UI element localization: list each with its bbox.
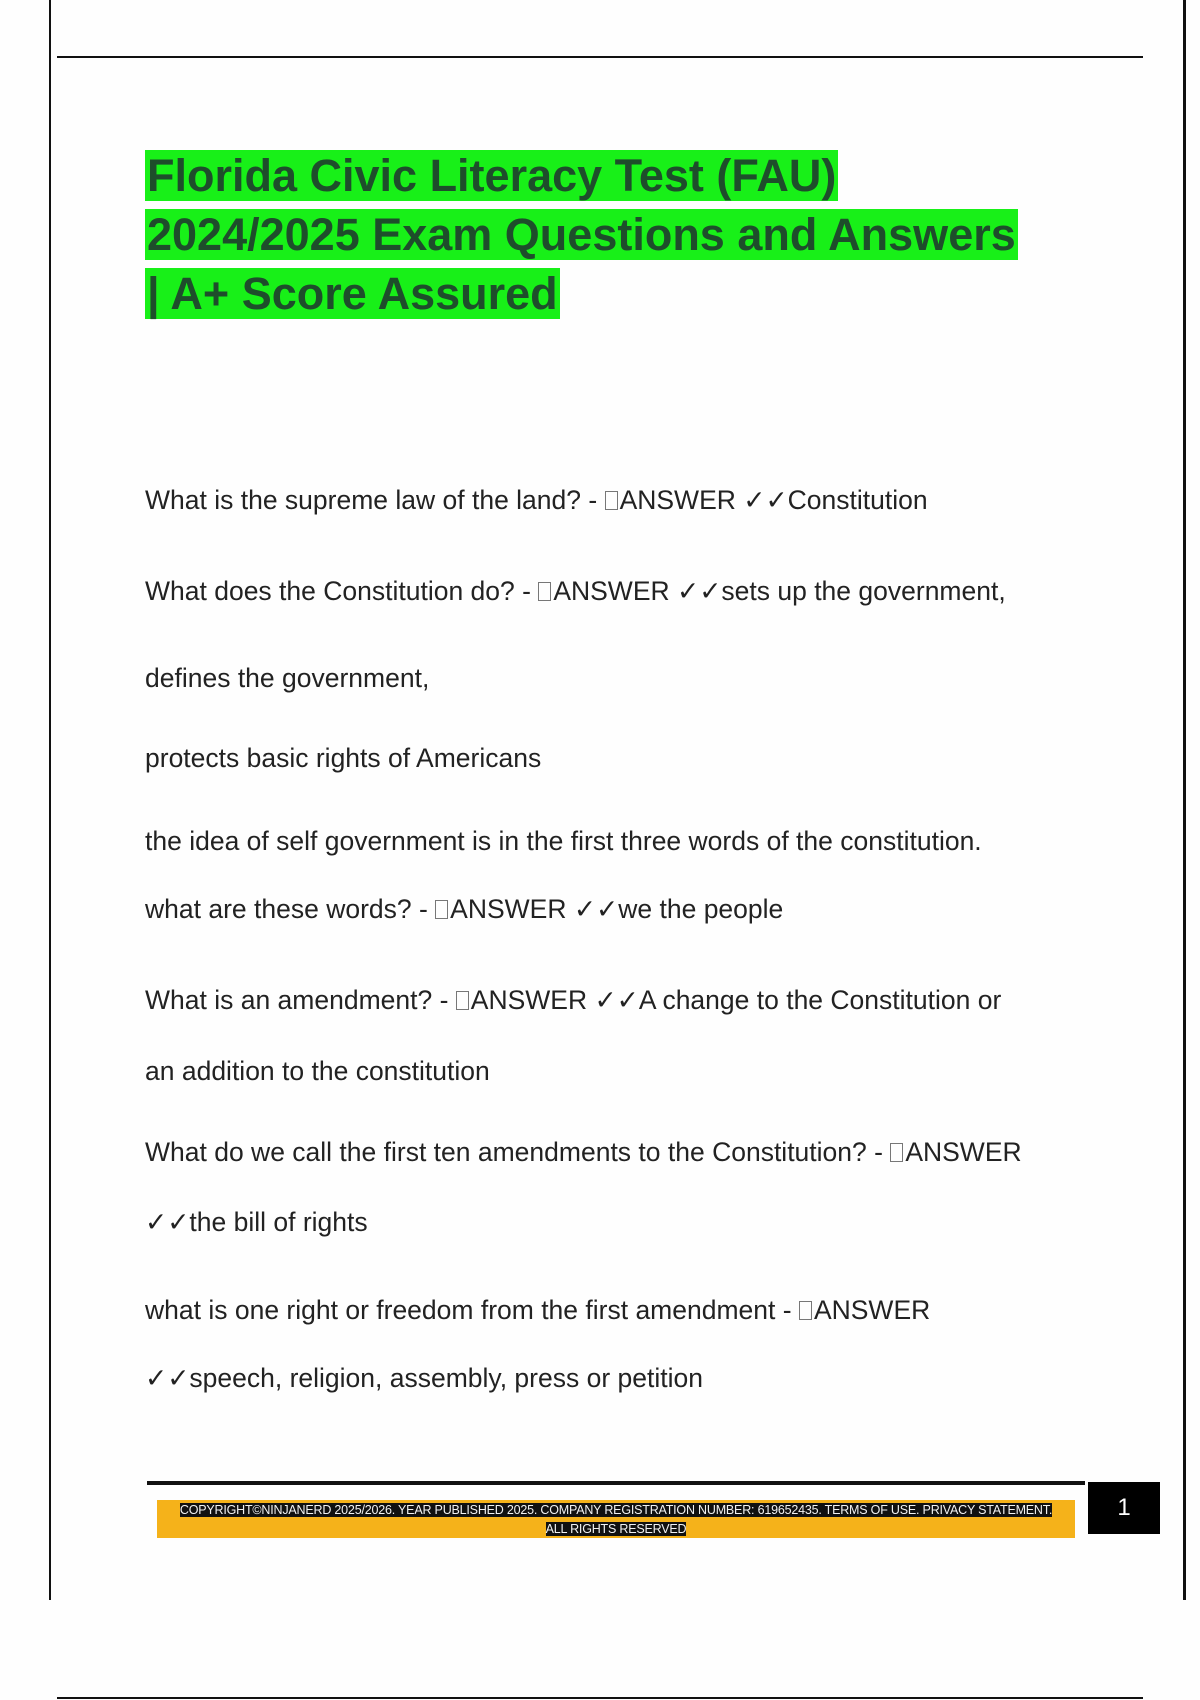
answer-continuation: an addition to the constitution (145, 1056, 490, 1086)
answer-text: ANSWER (813, 1295, 931, 1325)
qa-line-3 (145, 893, 783, 925)
answer-continuation: ✓✓the bill of rights (145, 1207, 368, 1237)
question-text: What does the Constitution do? - (145, 576, 539, 606)
qa-line-5 (145, 1136, 1022, 1168)
answer-continuation: defines the government, (145, 663, 430, 693)
missing-glyph-box-icon (456, 991, 469, 1010)
answer-text: ANSWER ✓✓we the people (450, 894, 784, 924)
question-text: What is the supreme law of the land? - (145, 485, 605, 515)
missing-glyph-box-icon (890, 1143, 903, 1162)
question-text: What do we call the first ten amendments to the Constitution? - (145, 1137, 891, 1167)
answer-text: ANSWER ✓✓A change to the Constitution or (470, 985, 1002, 1015)
answer-continuation: protects basic rights of Americans (145, 743, 542, 773)
top-rule (57, 56, 1143, 58)
answer-text: ANSWER (905, 1137, 1022, 1167)
question-text: what is one right or freedom from the first amendment - (145, 1295, 799, 1325)
missing-glyph-box-icon (799, 1301, 812, 1320)
qa-line-2 (145, 575, 1006, 607)
document-title (145, 146, 1105, 323)
footer-rule (147, 1481, 1085, 1485)
bottom-rule (57, 1697, 1143, 1699)
answer-text: ANSWER ✓✓Constitution (619, 485, 928, 515)
missing-glyph-box-icon (435, 900, 448, 919)
question-text: What is an amendment? - (145, 985, 456, 1015)
title-line-2: 2024/2025 Exam Questions and Answers (147, 209, 1016, 260)
footer-copyright-band (157, 1500, 1075, 1538)
missing-glyph-box-icon (538, 582, 551, 601)
qa-line-4 (145, 984, 1001, 1016)
title-line-1: Florida Civic Literacy Test (FAU) (147, 150, 837, 201)
footer-copyright-text: COPYRIGHT©NINJANERD 2025/2026. YEAR PUBLISHED 2025. COMPANY REGISTRATION NUMBER: 619652435. TERMS OF USE. PRIVACY STATEMENT. ALL RIGHTS RESERVED (179, 1503, 1053, 1536)
title-line-3: | A+ Score Assured (147, 268, 558, 319)
page-border-left (49, 0, 51, 1600)
question-line: the idea of self government is in the first three words of the constitution. (145, 826, 982, 856)
question-text: what are these words? - (145, 894, 436, 924)
qa-line-1 (145, 484, 928, 516)
page-number: 1 (1088, 1482, 1160, 1534)
page-border-right (1183, 0, 1186, 1600)
answer-continuation: ✓✓speech, religion, assembly, press or petition (145, 1363, 703, 1393)
answer-text: ANSWER ✓✓sets up the government, (553, 576, 1006, 606)
qa-line-6 (145, 1294, 930, 1326)
missing-glyph-box-icon (605, 491, 618, 510)
